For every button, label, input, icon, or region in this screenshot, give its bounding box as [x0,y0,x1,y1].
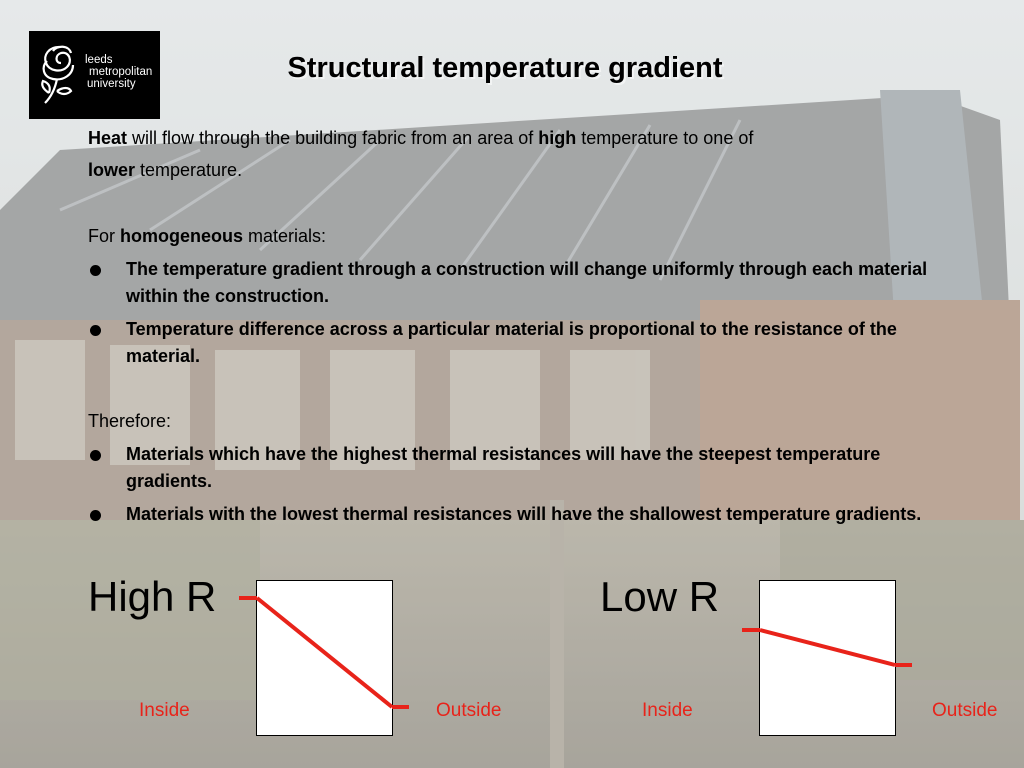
intro-bold-heat: Heat [88,128,128,148]
homogeneous-bold: homogeneous [120,226,244,246]
high-r-outside-label: Outside [436,700,502,721]
low-r-inside-label: Inside [642,700,693,721]
low-r-label: Low R [600,573,720,620]
bullet-text: Temperature difference across a particular material is proportional to the resistance of the material. [126,319,897,366]
bullet-text: The temperature gradient through a construction will change uniformly through each material within the construction. [126,259,928,306]
therefore-heading: Therefore: [88,411,172,431]
high-r-gradient [239,598,409,707]
high-r-inside-label: Inside [139,700,190,721]
low-r-outside-label: Outside [932,700,998,721]
low-r-gradient [742,630,912,665]
logo-line-1: leeds [85,54,113,66]
intro-bold-lower: lower [88,160,136,180]
high-r-gradient-line [257,598,392,707]
high-r-label: High R [88,573,217,620]
bullet-text: Materials which have the highest thermal resistances will have the steepest temperature gradients. [126,444,881,491]
low-r-gradient-line [760,630,895,665]
bullet-text: Materials with the lowest thermal resistances will have the shallowest temperature gradients. [126,504,922,524]
logo-line-3: university [87,78,136,90]
homogeneous-text-1: For [88,226,121,246]
intro-text-3: temperature. [135,160,243,180]
intro-text-1: will flow through the building fabric from an area of [127,128,539,148]
slide-title: Structural temperature gradient [287,52,723,84]
logo-line-2: metropolitan [89,66,153,78]
intro-text-2: temperature to one of [576,128,754,148]
homogeneous-text-2: materials: [243,226,327,246]
intro-bold-high: high [538,128,577,148]
